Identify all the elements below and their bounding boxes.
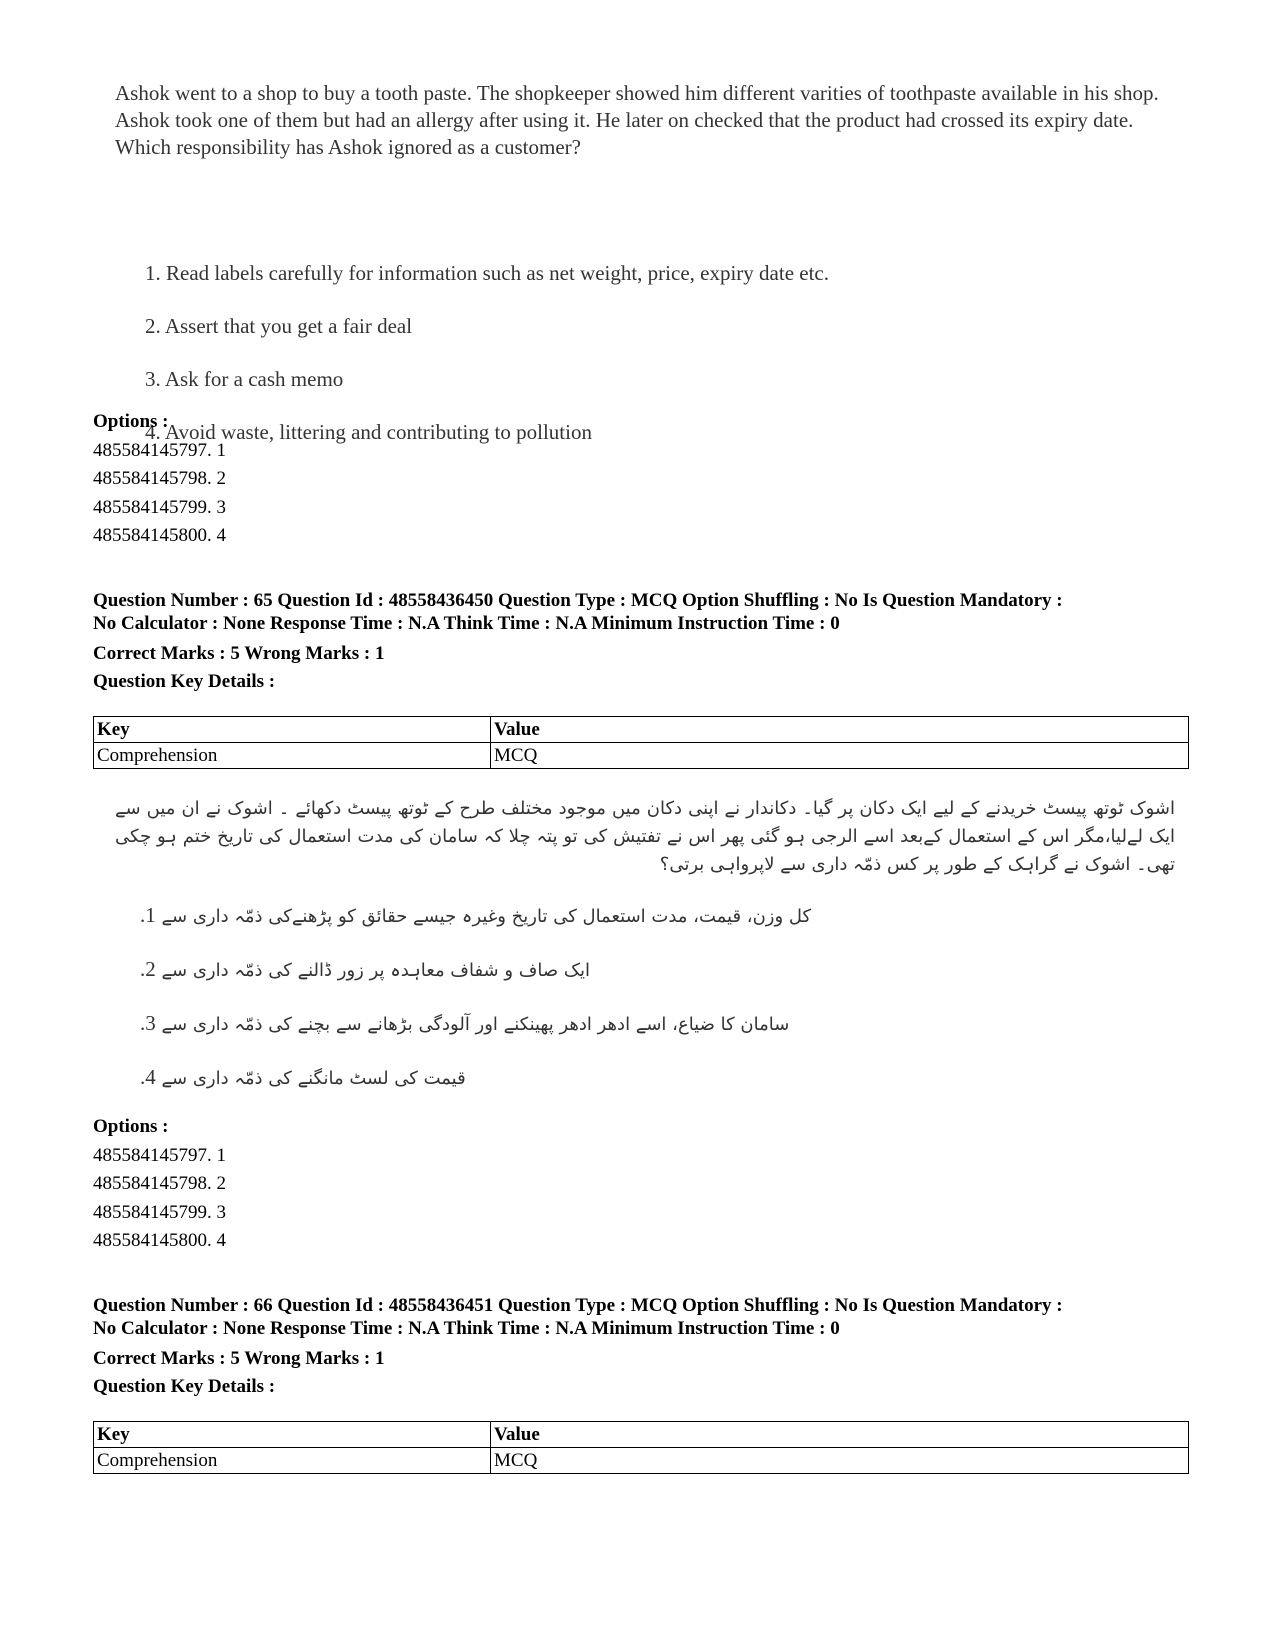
question-choice: 4. Avoid waste, littering and contributing to pollution [145,420,592,444]
choice-text: قیمت کی لسٹ مانگنے کی ذمّہ داری سے [161,1068,466,1089]
option-item: 485584145798. 2 [93,468,226,489]
choice-number: 2. [140,957,156,981]
question-stem: Ashok went to a shop to buy a tooth paste. The shopkeeper showed him different varities of toothpaste available in his shop. Ashok took one of them but had an allergy after using it. He later on checked that the product had crossed its expiry date. Which responsibility has Ashok ignored as a customer? [115,81,1159,159]
question-meta-line: Question Number : 65 Question Id : 48558436450 Question Type : MCQ Option Shuffling : No Is Question Mandatory : [93,590,1063,611]
table-cell: Comprehension [94,1448,491,1474]
table-header-row [94,717,1189,743]
table-header-cell: Key [94,717,491,743]
question-meta-line: Question Number : 66 Question Id : 48558436451 Question Type : MCQ Option Shuffling : No Is Question Mandatory : [93,1295,1063,1316]
table-cell: Comprehension [94,743,491,769]
question-choice-list [145,260,829,472]
table-header-cell: Value [491,1422,1189,1448]
option-item: 485584145799. 3 [93,1201,226,1223]
table-cell: MCQ [491,1448,1189,1474]
choice-text: کل وزن، قیمت، مدت استعمال کی تاریخ وغیرہ جیسے حقائق کو پڑھنےکی ذمّہ داری سے [161,906,812,927]
key-details-table [93,716,1189,769]
options-block [93,408,226,551]
question-choice [140,900,900,954]
choice-number: 4. [140,1065,156,1089]
table-header-cell: Value [491,717,1189,743]
choice-number: 1. [140,903,156,927]
choice-text: سامان کا ضیاع، اسے ادھر ادھر پھینکنے اور آلودگی بڑھانے سے بچنے کی ذمّہ داری سے [161,1014,790,1035]
key-details-table [93,1421,1189,1474]
options-block [93,1113,226,1256]
option-item: 485584145800. 4 [93,1230,226,1251]
table-row [94,743,1189,769]
choice-text: ایک صاف و شفاف معاہدہ پر زور ڈالنے کی ذمّہ داری سے [161,960,591,981]
marks-line: Correct Marks : 5 Wrong Marks : 1 [93,1348,385,1369]
question-choice: 3. Ask for a cash memo [145,367,344,391]
choice-number: 3. [140,1011,156,1035]
option-item: 485584145799. 3 [93,496,226,518]
question-choice: 2. Assert that you get a fair deal [145,314,413,338]
question-meta-line: No Calculator : None Response Time : N.A Think Time : N.A Minimum Instruction Time : 0 [93,1317,840,1339]
option-item: 485584145797. 1 [93,439,226,461]
options-heading: Options : [93,411,169,432]
question-meta-line: No Calculator : None Response Time : N.A Think Time : N.A Minimum Instruction Time : 0 [93,612,840,634]
key-details-label: Question Key Details : [93,1376,276,1397]
option-item: 485584145797. 1 [93,1144,226,1166]
question-choice [140,1008,900,1062]
question-65-meta [93,590,1193,696]
options-heading: Options : [93,1116,169,1137]
marks-line: Correct Marks : 5 Wrong Marks : 1 [93,643,385,664]
key-details-label: Question Key Details : [93,671,276,692]
question-65-stem: اشوک ٹوتھ پیسٹ خریدنے کے لیے ایک دکان پر گیا۔ دکاندار نے اپنی دکان میں موجود مختلف طرح کے ٹوتھ پیسٹ دکھائے ۔ اشوک نے ان میں سے ایک لےلیا،مگر اس کے استعمال کےبعد اسے الرجی ہو گئی پھر اس نے تفتیش کی تو پتہ چلا کہ سامان کی مدت استعمال کی تاریخ ختم ہو چکی تھی۔ اشوک نے گراہک کے طور پر کس ذمّہ داری سے لاپرواہی برتی؟ [115,798,1175,875]
option-item: 485584145800. 4 [93,525,226,546]
table-cell: MCQ [491,743,1189,769]
table-header-row [94,1422,1189,1448]
question-choice [140,954,900,1008]
question-66-meta [93,1295,1193,1401]
question-choice: 1. Read labels carefully for information such as net weight, price, expiry date etc. [145,261,829,285]
table-row [94,1448,1189,1474]
table-header-cell: Key [94,1422,491,1448]
question-choice-list [140,900,900,1116]
question-choice [140,1062,900,1116]
option-item: 485584145798. 2 [93,1173,226,1194]
